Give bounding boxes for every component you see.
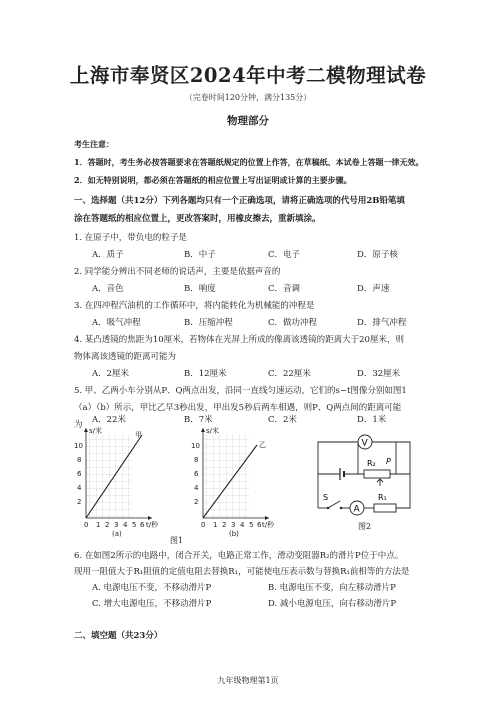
switch-label: S — [323, 493, 329, 502]
q1-option-b: B．中子 — [184, 250, 216, 260]
graph-a-label: (a) — [112, 530, 122, 538]
q4-line1: 4. 某凸透镜的焦距为10厘米，若物体在光屏上所成的像离该透镜的距离大于20厘米，则 — [74, 335, 404, 345]
ammeter-label: A — [353, 504, 360, 515]
x-tick: 2 — [105, 521, 110, 529]
x-tick: 6 — [140, 521, 145, 529]
q1-option-c: C．电子 — [268, 250, 301, 260]
q5-option-c: C．2米 — [268, 415, 297, 425]
y-tick: 6 — [77, 470, 82, 478]
y-tick: 10 — [74, 442, 83, 450]
q6-option-b: B. 电源电压不变，向左移动滑片P — [268, 583, 396, 593]
q6-option-c: C. 增大电源电压，不移动滑片P — [92, 599, 212, 609]
graph-a-grid — [86, 434, 132, 518]
x-tick: 0 — [201, 521, 206, 529]
q5-option-b: B．7米 — [184, 415, 213, 425]
x-tick: 0 — [84, 521, 89, 529]
q3-option-c: C．做功冲程 — [268, 318, 318, 328]
graph-b — [191, 426, 275, 538]
slider-label: P — [386, 457, 391, 466]
graph-a-xlabel: t/秒 — [146, 521, 159, 529]
q1-option-a: A．质子 — [92, 250, 124, 260]
graph-a-ylabel: s/米 — [89, 427, 103, 435]
figure2-caption: 图2 — [358, 522, 372, 531]
battery-icon — [318, 468, 364, 480]
figure1-caption: 图1 — [170, 536, 184, 545]
part1-heading-line1: 一、选择题（共12分）下列各题均只有一个正确选项，请将正确选项的代号用2B铅笔填 — [74, 196, 405, 206]
x-tick: 4 — [123, 521, 128, 529]
y-tick: 2 — [194, 498, 199, 506]
part2-heading: 二、填空题（共23分） — [74, 631, 163, 641]
q4-option-a: A．2厘米 — [92, 369, 130, 379]
y-tick: 8 — [194, 456, 199, 464]
exam-subtitle: （完卷时间120分钟，满分135分） — [184, 93, 312, 102]
switch-icon — [327, 501, 342, 509]
r2-label: R₂ — [367, 459, 376, 468]
q2-option-c: C．音调 — [268, 284, 301, 294]
q4-line2: 物体离该透镜的距离可能为 — [74, 352, 177, 362]
graph-b-grid — [203, 434, 249, 518]
q2-option-a: A．音色 — [92, 284, 124, 294]
q6-option-a: A. 电源电压不变，不移动滑片P — [92, 583, 212, 593]
section-title: 物理部分 — [227, 115, 269, 127]
x-tick: 6 — [257, 521, 262, 529]
q3-option-d: D．排气冲程 — [357, 318, 407, 328]
page-footer: 九年级物理第1页 — [217, 676, 279, 685]
q5-line1: 5. 甲、乙两小车分别从P、Q两点出发，沿同一直线匀速运动，它们的s−t图像分别如图1 — [74, 386, 407, 396]
note-item: 1．答题时，考生务必按答题要求在答题纸规定的位置上作答，在草稿纸、本试卷上答题一律无效。 — [74, 157, 424, 167]
x-tick: 3 — [114, 521, 119, 529]
q2-option-d: D．声速 — [357, 284, 390, 294]
figure1-graphs — [70, 425, 310, 545]
note-item: 2．如无特别说明，都必须在答题纸的相应位置上写出证明或计算的主要步骤。 — [74, 175, 352, 185]
y-tick: 2 — [77, 498, 82, 506]
q3-option-b: B．压缩冲程 — [184, 318, 233, 328]
q3-option-a: A．吸气冲程 — [92, 318, 141, 328]
q1-option-d: D．原子核 — [357, 250, 398, 260]
q4-option-c: C．22厘米 — [268, 369, 311, 379]
x-tick: 2 — [222, 521, 227, 529]
y-tick: 4 — [77, 484, 82, 492]
q5-line2: （a）（b）所示，甲比乙早3秒出发，甲出发5秒后两车相遇，则P、Q两点间的距离可能 — [74, 403, 402, 413]
y-tick: 4 — [194, 484, 199, 492]
x-tick: 5 — [132, 521, 137, 529]
y-tick: 6 — [194, 470, 199, 478]
y-tick: 8 — [77, 456, 82, 464]
q3-text: 3. 在四冲程汽油机的工作循环中，将内能转化为机械能的冲程是 — [74, 301, 315, 311]
graph-b-line-label: 乙 — [259, 441, 266, 449]
q6-line1: 6. 在如图2所示的电路中，闭合开关，电路正常工作，滑动变阻器R₂的滑片P位于中点。 — [74, 551, 404, 561]
x-tick: 1 — [96, 521, 101, 529]
part1-heading-line2: 涂在答题纸的相应位置上，更改答案时，用橡皮擦去，重新填涂。 — [74, 214, 321, 224]
q5-option-d: D．1米 — [357, 415, 387, 425]
x-tick: 4 — [240, 521, 245, 529]
q6-option-d: D. 减小电源电压，向右移动滑片P — [268, 599, 397, 609]
q4-option-b: B．12厘米 — [184, 369, 227, 379]
graph-a-line-label: 甲 — [135, 431, 142, 439]
figure2-circuit — [310, 430, 420, 525]
graph-b-xlabel: t/秒 — [262, 521, 275, 529]
graph-b-ylabel: s/米 — [206, 427, 220, 435]
exam-title: 上海市奉贤区2024年中考二模物理试卷 — [69, 64, 427, 87]
q1-text: 1. 在原子中，带负电的粒子是 — [74, 233, 187, 243]
q5-option-a: A．22米 — [92, 415, 126, 425]
resistor-r1 — [374, 504, 396, 512]
y-tick: 10 — [191, 442, 200, 450]
graph-b-label: (b) — [229, 530, 239, 538]
x-tick: 1 — [213, 521, 218, 529]
r1-label: R₁ — [378, 493, 387, 502]
graph-a — [74, 426, 159, 538]
x-tick: 5 — [249, 521, 254, 529]
voltmeter-label: V — [361, 438, 368, 449]
notes-heading: 考生注意： — [74, 139, 114, 149]
q4-option-d: D．32厘米 — [357, 369, 401, 379]
q6-line2: 现用一阻值大于R₁阻值的定值电阻去替换R₁，可能使电压表示数与替换R₁前相等的方法是 — [74, 567, 410, 577]
q2-option-b: B．响度 — [184, 284, 216, 294]
q5-line3: 为 — [74, 420, 83, 430]
q2-text: 2. 同学能分辨出不同老师的说话声，主要是依据声音的 — [74, 267, 281, 277]
rheostat-r2 — [364, 470, 390, 478]
x-tick: 3 — [231, 521, 236, 529]
